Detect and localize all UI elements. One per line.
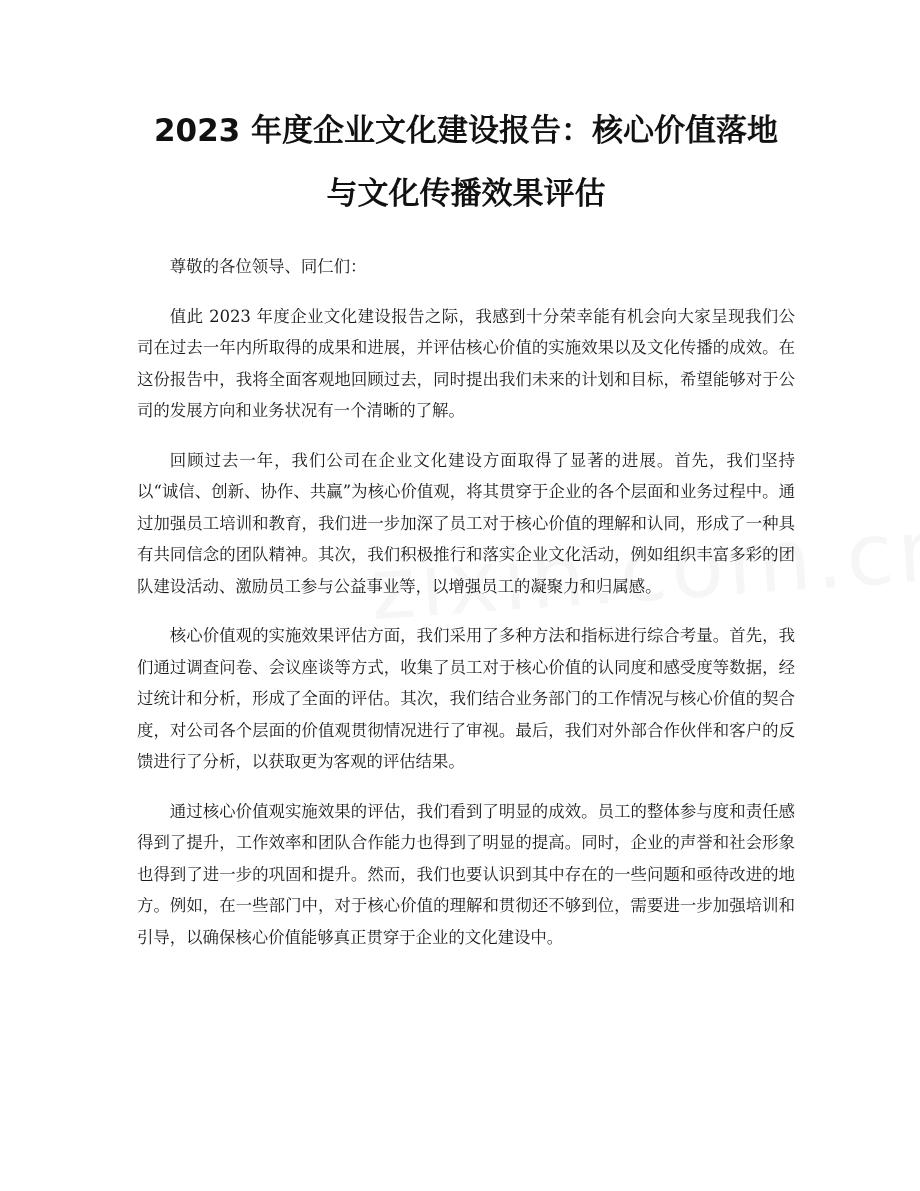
- title-line-2: 与文化传播效果评估: [326, 176, 606, 212]
- salutation: 尊敬的各位领导、同仁们：: [169, 257, 367, 276]
- paragraph-evaluation-methods: 核心价值观的实施效果评估方面，我们采用了多种方法和指标进行综合考量。首先，我们通过调查问卷、会议座谈等方式，收集了员工对于核心价值的认同度和感受度等数据，经过统计和分析，形成了全面的评估。其次，我们结合业务部门的工作情况与核心价值的契合度，对公司各个层面的价值观贯彻情况进行了审视。最后，我们对外部合作伙伴和客户的反馈进行了分析，以获取更为客观的评估结果。: [137, 626, 795, 771]
- title-line-1: 2023 年度企业文化建设报告：核心价值落地: [153, 113, 779, 149]
- paragraph-evaluation-results: 通过核心价值观实施效果的评估，我们看到了明显的成效。员工的整体参与度和责任感得到了提升，工作效率和团队合作能力也得到了明显的提高。同时，企业的声誉和社会形象也得到了进一步的巩固和提升。然而，我们也要认识到其中存在的一些问题和亟待改进的地方。例如，在一些部门中，对于核心价值的理解和贯彻还不够到位，需要进一步加强培训和引导，以确保核心价值能够真正贯穿于企业的文化建设中。: [137, 801, 795, 947]
- document-title: [137, 100, 795, 226]
- paragraph-intro: 值此 2023 年度企业文化建设报告之际，我感到十分荣幸能有机会向大家呈现我们公司在过去一年内所取得的成果和进展，并评估核心价值的实施效果以及文化传播的成效。在这份报告中，我将全面客观地回顾过去，同时提出我们未来的计划和目标，希望能够对于公司的发展方向和业务状况有一个清晰的了解。: [137, 306, 795, 420]
- paragraph-review: 回顾过去一年，我们公司在企业文化建设方面取得了显著的进展。首先，我们坚持以“诚信、创新、协作、共赢”为核心价值观，将其贯穿于企业的各个层面和业务过程中。通过加强员工培训和教育，我们进一步加深了员工对于核心价值的理解和认同，形成了一种具有共同信念的团队精神。其次，我们积极推行和落实企业文化活动，例如组织丰富多彩的团队建设活动、激励员工参与公益事业等，以增强员工的凝聚力和归属感。: [137, 450, 795, 596]
